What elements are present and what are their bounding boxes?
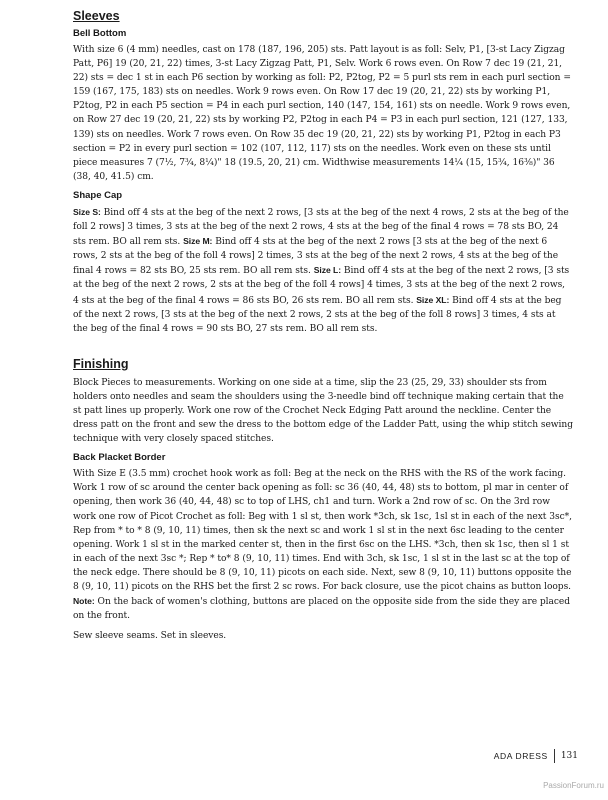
size-l-label: Size L: [313, 265, 342, 276]
finishing-heading: Finishing [73, 356, 129, 371]
shape-cap-text [73, 205, 573, 336]
finishing-intro: Block Pieces to measurements. Working on one side at a time, slip the 23 (25, 29, 33) shoulder sts from holders onto needles and seam the shoulders using the 3-needle bind off technique making certain that the st patt lines up properly. Work one row of the Crochet Neck Edging Patt around the neckline. Center the dress patt on the front and sew the dress to the bottom edge of the Ladder Patt, using the whip stitch sewing technique with very closely spaced stitches. [73, 377, 573, 445]
watermark: PassionForum.ru [543, 781, 604, 790]
size-m-text: Bind off 4 sts at the beg of the next 2 rows [3 sts at the beg of the next 6 rows, 2 sts at the beg of the foll 4 rows] 2 times, 3 sts at the beg of the next 2 rows, 4 sts at the beg of the final 4 rows = 82 sts BO, 25 sts rem. BO all rem sts. [73, 237, 559, 277]
bell-bottom-text: With size 6 (4 mm) needles, cast on 178 (187, 196, 205) sts. Patt layout is as foll: Selv, P1, [3-st Lacy Zigzag Patt, P6] 19 (20, 21, 22) times, 3-st Lacy Zigzag Patt, P1, Selv. Work 6 rows even. On Row 7 dec 19 (21, 21, 22) sts = dec 1 st in each P6 section by working as foll: P2, P2tog, P2 = 5 purl sts rem in each purl section = 159 (167, 175, 183) sts on needles. Work 9 rows even. On Row 17 dec 19 (20, 21, 22) sts by working P1, P2tog, P2 in each P5 section = P4 in each purl section, 140 (147, 154, 161) sts on needle. Work 9 rows even, on Row 27 dec 19 (20, 21, 22) sts by working P2, P2tog in each P4 = P3 in each purl section, 121 (127, 133, 139) sts on needles. Work 7 rows even. On Row 35 dec 19 (20, 21, 22) sts by working P1, P2tog in each P3 section = P2 in every purl section = 102 (107, 112, 117) sts on the needles. Work even on these sts until piece measures 7 (7½, 7¾, 8¼)" 18 (19.5, 20, 21) cm. Widthwise measurements 14¼ (15, 15¾, 16⅜)" 36 (38, 40, 41.5) cm. [73, 45, 571, 182]
sleeves-heading: Sleeves [73, 9, 120, 23]
page-number: 131 [560, 751, 578, 761]
page-footer [494, 749, 578, 763]
closing-text: Sew sleeve seams. Set in sleeves. [73, 631, 227, 642]
bell-bottom-heading: Bell Bottom [73, 28, 127, 39]
size-l-text: Bind off 4 sts at the beg of the next 2 rows, [3 sts at the beg of the next 2 rows, 2 sts at the beg of the foll 4 rows] 4 times, 3 sts at the beg of the next 2 rows, 4 sts at the beg of the final 4 rows = 86 sts BO, 26 sts rem. BO all rem sts. [73, 266, 570, 306]
back-placket-instructions: With Size E (3.5 mm) crochet hook work as foll: Beg at the neck on the RHS with the RS of the work facing. Work 1 row of sc around the center back opening as foll: sc 36 (40, 44, 48) sts to bottom, pl mar in center of opening, then work 36 (40, 44, 48) sc to top of LHS, ch1 and turn. Work a 2nd row of sc. On the 3rd row work one row of Picot Crochet as foll: Beg with 1 sl st, then work *3ch, sk 1sc, 1sl st in each of the next 3sc*, Rep from * to * 8 (9, 10, 11) times, then sk the next sc and work 1 sl st in the next 6sc leading to the center opening. Work 1 sl st in the marked center st, then in the first 6sc on the LHS. *3ch, then sk 1sc, then sl 1 st in each of the next 3sc *; Rep * to* 8 (9, 10, 11) times. End with 3ch, sk 1sc, 1 sl st in the last sc at the top of the neck edge. There should be 8 (9, 10, 11) picots on each side. Next, sew 8 (9, 10, 11) buttons opposite the 8 (9, 10, 11) picots on the RHS bet the first 2 sc rows. For back closure, use the picot chains as button loops. [73, 469, 572, 592]
shape-cap-heading: Shape Cap [73, 189, 123, 201]
footer-divider [554, 749, 555, 763]
note-text: On the back of women's clothing, buttons are placed on the opposite side from the side they are placed on the front. [73, 597, 571, 622]
size-m-label: Size M: [183, 236, 213, 247]
footer-title: ADA DRESS [493, 751, 548, 761]
page-content [73, 8, 573, 649]
size-xl-label: Size XL: [416, 294, 450, 305]
section-gap [73, 342, 573, 356]
size-xl-text: Bind off 4 sts at the beg of the next 2 rows, [3 sts at the beg of the next 2 rows, 2 sts at the beg of the foll 8 rows] 3 times, 4 sts at the beg of the final 4 rows = 90 sts BO, 27 sts rem. BO all rem sts. [73, 295, 562, 334]
size-s-label: Size S: [73, 206, 101, 217]
note-label: Note: [73, 596, 95, 607]
size-s-text: Bind off 4 sts at the beg of the next 2 rows, [3 sts at the beg of the next 4 rows, 2 sts at the beg of the foll 2 rows] 3 times, 3 sts at the beg of the next 2 rows, 4 sts at the beg of the final 4 rows = 78 sts BO, 24 sts rem. BO all rem sts. [73, 207, 569, 248]
back-placket-heading: Back Placket Border [73, 452, 166, 464]
back-placket-text [73, 467, 573, 623]
